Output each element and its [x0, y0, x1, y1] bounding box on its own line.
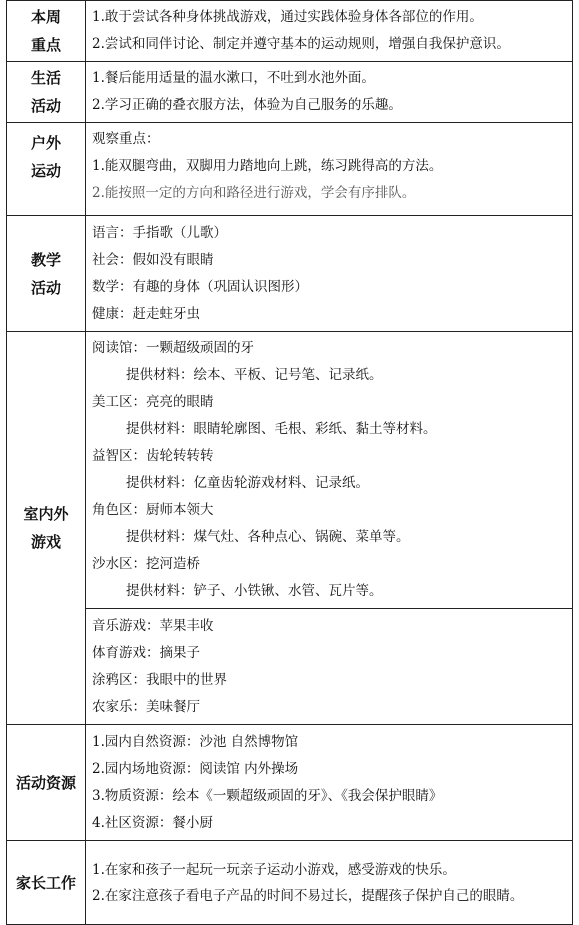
content-line: 2.园内场地资源：阅读馆 内外操场	[92, 760, 299, 777]
label-line: 教学	[30, 250, 61, 269]
content-line: 2.在家注意孩子看电子产品的时间不易过长，提醒孩子保护自己的眼睛。	[92, 888, 524, 904]
content-line: 提供材料：眼睛轮廓图、毛根、彩纸、黏土等材料。	[126, 421, 437, 437]
label-line: 活动	[30, 97, 61, 115]
label-line: 活动	[30, 278, 61, 297]
row-content	[86, 1, 573, 62]
content-line: 角色区：厨师本领大	[92, 502, 214, 518]
label-line: 家长工作	[15, 873, 76, 892]
label-line: 重点	[30, 36, 61, 54]
row-label	[7, 216, 86, 332]
content-line: 观察重点：	[92, 131, 160, 147]
content-line: 数学：有趣的身体（巩固认识图形）	[92, 278, 308, 295]
row-label	[7, 841, 86, 925]
label-line: 室内外	[23, 505, 69, 523]
row-label	[7, 62, 86, 123]
content-line: 4.社区资源：餐小厨	[92, 814, 213, 831]
row-content-outdoor	[86, 609, 573, 725]
content-line: 语言：手指歌（儿歌）	[92, 224, 227, 241]
content-line: 3.物质资源：绘本《一颗超级顽固的牙》、《我会保护眼睛》	[92, 787, 443, 804]
row-activity-resources	[7, 725, 573, 841]
content-line: 阅读馆：一颗超级顽固的牙	[92, 340, 254, 356]
content-line: 体育游戏：摘果子	[92, 644, 200, 661]
row-content	[86, 216, 573, 332]
label-line: 本周	[30, 8, 61, 26]
content-line: 1.餐后能用适量的温水漱口，不吐到水池外面。	[92, 70, 375, 86]
row-label	[7, 123, 86, 216]
content-line: 2.学习正确的叠衣服方法，体验为自己服务的乐趣。	[92, 97, 402, 113]
row-indoor-outdoor-games-2	[7, 609, 573, 725]
label-line: 户外	[30, 134, 61, 152]
label-line: 游戏	[30, 533, 61, 551]
content-line: 提供材料：煤气灶、各种点心、锅碗、菜单等。	[126, 529, 410, 545]
label-line: 活动资源	[15, 773, 76, 792]
row-content-indoor	[86, 332, 573, 609]
content-line: 提供材料：铲子、小铁锹、水管、瓦片等。	[126, 583, 383, 599]
content-line: 音乐游戏：苹果丰收	[92, 617, 214, 634]
content-line: 农家乐：美味餐厅	[92, 698, 200, 715]
row-parent-work	[7, 841, 573, 925]
row-content	[86, 841, 573, 925]
content-line: 提供材料：亿童齿轮游戏材料、记录纸。	[126, 475, 369, 491]
row-content	[86, 123, 573, 216]
row-label	[7, 725, 86, 841]
row-teaching-activity	[7, 216, 573, 332]
row-outdoor-sports	[7, 123, 573, 216]
content-line: 2.能按照一定的方向和路径进行游戏，学会有序排队。	[92, 185, 416, 201]
content-line: 社会：假如没有眼睛	[92, 251, 214, 268]
row-indoor-outdoor-games	[7, 332, 573, 609]
content-line: 提供材料：绘本、平板、记号笔、记录纸。	[126, 367, 383, 383]
content-line: 1.能双腿弯曲，双脚用力踏地向上跳，练习跳得高的方法。	[92, 158, 443, 174]
content-line: 1.敢于尝试各种身体挑战游戏，通过实践体验身体各部位的作用。	[92, 9, 483, 25]
row-content	[86, 725, 573, 841]
content-line: 美工区：亮亮的眼睛	[92, 394, 214, 410]
label-line: 生活	[30, 69, 61, 87]
row-label	[7, 1, 86, 62]
row-content	[86, 62, 573, 123]
content-line: 2.尝试和同伴讨论、制定并遵守基本的运动规则，增强自我保护意识。	[92, 36, 510, 52]
content-line: 健康：赶走蛀牙虫	[92, 305, 200, 322]
row-label	[7, 332, 86, 725]
content-line: 益智区：齿轮转转转	[92, 448, 214, 464]
content-line: 涂鸦区：我眼中的世界	[92, 671, 227, 688]
weekly-plan-table	[6, 0, 573, 925]
content-line: 沙水区：挖河造桥	[92, 556, 200, 572]
content-line: 1.在家和孩子一起玩一玩亲子运动小游戏，感受游戏的快乐。	[92, 862, 456, 878]
label-line: 运动	[30, 162, 61, 180]
row-life-activity	[7, 62, 573, 123]
row-weekly-focus	[7, 1, 573, 62]
content-line: 1.园内自然资源：沙池 自然博物馆	[92, 733, 299, 750]
